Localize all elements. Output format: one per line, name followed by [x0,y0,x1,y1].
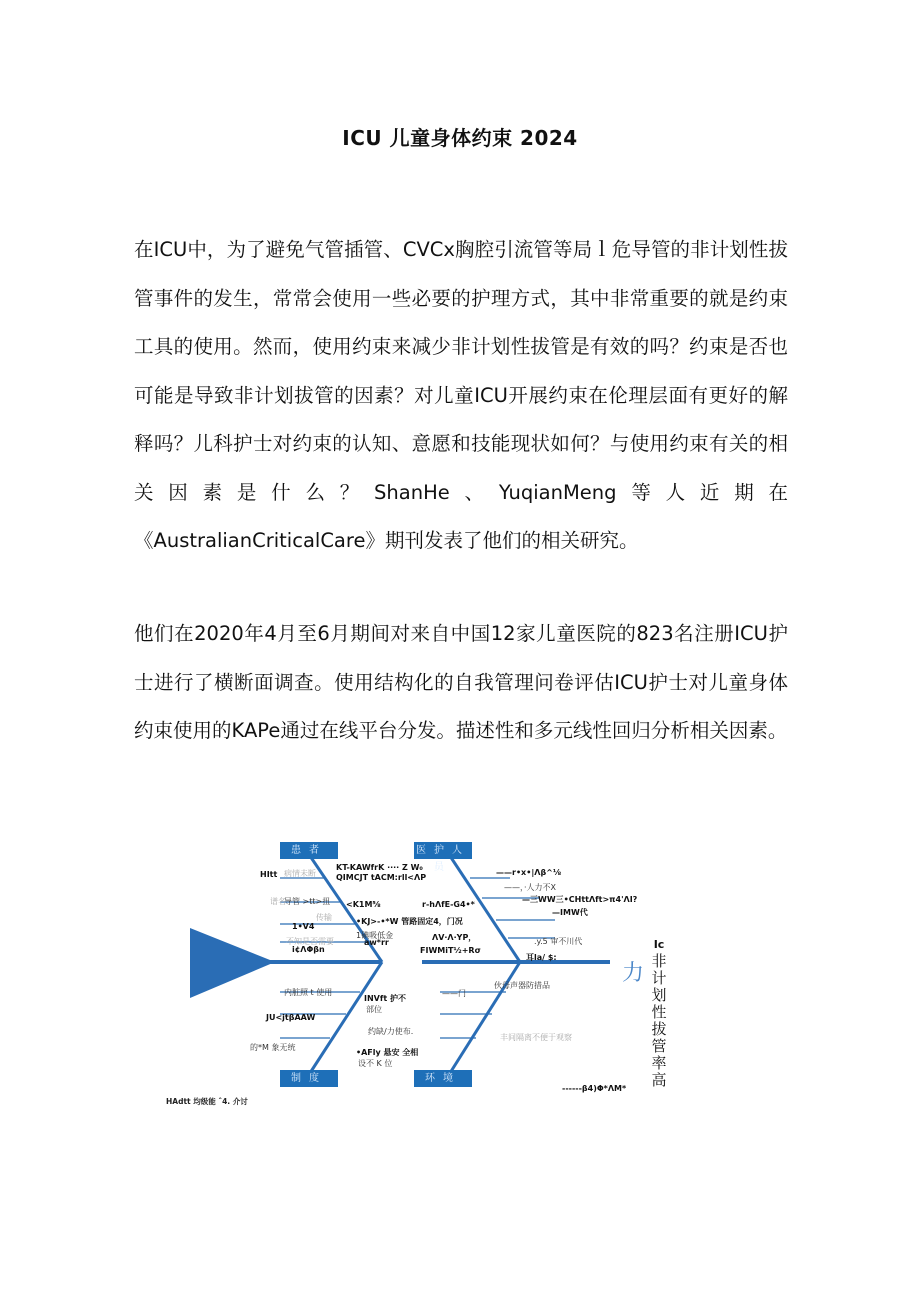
paragraph-text: 他们在2020年4月至6月期间对来自中国12家儿童医院的823名注册ICU护士进行了横断面调查。使用结构化的自我管理问卷评估ICU护士对儿童身体约束使用的KAPe通过在线平台分发。描述性和多元线性回归分析相关因素。 [134,622,788,742]
category-box-patient: 患者 [280,842,338,859]
cause-label: KT-KAWfrK ···· Z W₀ [336,863,423,872]
cause-label: INVft 护不 [364,994,406,1003]
cause-label: ------β4)Φ*ΛM* [562,1084,627,1093]
cause-label: 设不 K 位 [358,1059,393,1068]
effect-label [649,936,669,1089]
cause-label: 耳la/ $: [526,953,557,962]
cause-label: 病情未断 [284,869,316,878]
cause-label: 约缺/力使布. [368,1027,414,1036]
effect-prefix: Ic [653,938,665,951]
cause-label: 传输 [316,913,332,922]
cause-label: aw*rr [364,938,389,947]
cause-label: 部位 [366,1005,382,1014]
cause-label: ——门 [442,989,466,998]
cause-label: r-hΛfE-G4•* [422,900,475,909]
bone-environment [450,962,520,1073]
fishbone-diagram [160,828,680,1118]
document-title: ICU 儿童身体约束 2024 [342,126,578,150]
cause-label: ——，·人力不X [504,883,557,892]
cause-label: •AFly 悬安 全相 [356,1048,419,1057]
cause-label: 1碘吸低金 [356,931,394,940]
cause-label: 导管 >tt>扭 [284,897,331,906]
paragraph-study [134,610,788,756]
paragraph-intro [134,226,788,566]
cause-label: ——r•x•|Λβ^⅛ [496,868,562,877]
cause-label: QIMCJT tACM:rll<ΛP [336,873,427,882]
cause-label: <K1M⅝ [346,900,381,909]
cause-label: •KJ>-•*W 管路固定4，门况 [356,917,463,926]
cause-label: 内脏照 t 使用 [284,988,333,997]
paragraph-text: 在ICU中，为了避免气管插管、CVCx胸腔引流管等局ｌ危导管的非计划性拔管事件的发生，常常会使用一些必要的护理方式，其中非常重要的就是约束工具的使用。然而，使用约束来减少非计划性拔管是有效的吗？约束是否也可能是导致非计划拔管的因素？对儿童ICU开展约束在伦理层面有更好的解释吗？儿科护士对约束的认知、意愿和技能现状如何？与使用约束有关的相关因素是什么？ShanHe、YuqianMeng等人近期在《AustralianCriticalCare》期刊发表了他们的相关研究。 [134,238,788,552]
cause-label: 不知是否需要 [286,937,334,946]
category-box-policy: 制度 [280,1070,338,1087]
cause-label: 谱名 [270,897,286,906]
cause-label: FIWMiT½+Rσ [420,946,481,955]
cause-label: ΛV·Λ·YP， [432,933,477,942]
cause-label: HItt [260,870,278,879]
category-box-environment: 环境 [414,1070,472,1087]
cause-label: .y.5 审不川代 [534,937,583,946]
cause-label: 的*M 象无统 [250,1043,296,1052]
figure-note: HAdtt 均级能 ˆ4. 介讨 [166,1097,248,1106]
category-box-staff: 医护人员 [414,842,472,859]
cause-label: —三WW三•CHttΛft>π4'ΛI? [522,895,638,904]
cause-label: 丰间隔离不便于观察 [500,1033,572,1042]
effect-mark: 力 [622,961,645,986]
cause-label: —IMW代 [552,908,588,917]
cause-label: 伙母声器防措品 [494,981,550,990]
effect-text: 非计划性拔管率高 [651,952,667,1089]
cause-label: 1•V4 [292,922,315,931]
cause-label: JU<jtβAAW [266,1013,316,1022]
cause-label: i¢ΛΦβn [292,945,325,954]
